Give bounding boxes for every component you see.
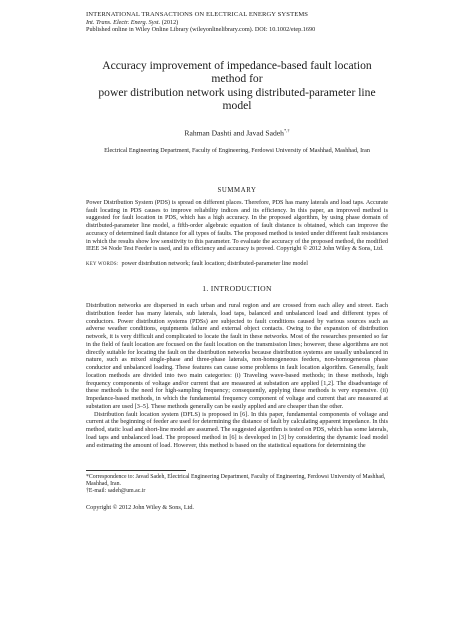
footnotes [86,474,388,495]
paragraph: Distribution networks are dispersed in each urban and rural region and are crossed from each alley and street. Each distribution feeder has many laterals, sub laterals, load taps, balanced and unbalanced load and different types of conductors. Power distribution systems (PDSs) are subjected to fault conditions caused by various sources such as adverse weather conditions, equipments failure and external object contacts. Owing to the expansion of distribution network, it is very difficult and complicated to locate the fault in these networks. Most of the researches presented so far in the field of fault location are focused on the fault location on the transmission lines; however, these algorithms are not directly suitable for locating the fault on the distribution networks because distribution systems are usually unbalanced in nature, such as mixed single-phase and three-phase laterals, non-homogeneous feeders, non-homogeneous phase conductor and unbalanced loading. These features can cause some problems in fault location algorithm. Generally, fault location methods are divided into two main categories: (i) Traveling wave-based methods; in these methods, high frequency components of voltage and/or current that are measured at substation are applied [1,2]. The disadvantage of these methods is the need for high-sampling frequency; consequently, applying these methods is very expensive. (ii) Impedance-based methods, in which the fundamental frequency component of voltage and current that are measured at substation are used [3–5]. These methods generally can be easily applied and are cheaper than the other. [86,302,388,410]
journal-citation [86,19,388,27]
abstract-text: Power Distribution System (PDS) is spread on different places. Therefore, PDS has many laterals and load taps. Accurate fault locating in PDS causes to improve reliability indices and its efficiency. In this paper, an improved method is suggested for fault location in PDS, which has a high accuracy. In the proposed algorithm, by using phase domain of distributed-parameter line model, a fifth-order algebraic equation of fault distance is obtained, which can improve the accuracy of determined fault distance for all types of faults. The proposed method is tested under different fault resistances in which the results show low sensitivity to this parameter. To evaluate the accuracy of the proposed method, the modified IEEE 34 Node Test Feeder is used, and its efficiency and accuracy is proved. Copyright © 2012 John Wiley & Sons, Ltd. [86,199,388,253]
section-body [86,302,388,449]
journal-header [86,11,388,34]
footnote-divider [86,470,186,471]
keywords-label: KEY WORDS: [86,262,119,268]
section-heading: 1. INTRODUCTION [202,284,272,294]
author-names: Rahman Dashti and Javad Sadeh [184,128,284,138]
affiliation: Electrical Engineering Department, Faculty of Engineering, Ferdowsi University of Mashhad, Mashhad, Iran [104,147,370,154]
authors [86,128,388,138]
paragraph: Distribution fault location system (DFLS) is proposed in [6]. In this paper, fundamental components of voltage and current at the beginning of feeder are used for determining the distance of fault by calculating apparent impedance. In this method, static load and short-line model are assumed. The suggested algorithm is tested on PDS, which has some laterals, load taps and unbalanced load. The proposed method in [6] is developed in [3] by considering the dynamic load model and estimating the amount of load. However, this method is based on the statistical equations for determining the [86,410,388,449]
author-marks: *,† [283,128,290,134]
journal-name: INTERNATIONAL TRANSACTIONS ON ELECTRICAL ENERGY SYSTEMS [86,11,309,18]
journal-abbrev: Int. Trans. Electr. Energ. Syst. [86,18,161,26]
summary-heading: SUMMARY [217,186,257,194]
keywords-text: power distribution network; fault location; distributed-parameter line model [121,261,308,268]
journal-year: (2012) [161,18,179,26]
journal-published: Published online in Wiley Online Library (wileyonlinelibrary.com). DOI: 10.1002/etep.1690 [86,26,316,34]
copyright-notice: Copyright © 2012 John Wiley & Sons, Ltd. [86,504,194,512]
paper-title [86,59,388,113]
footnote-email: †E-mail: sadeh@um.ac.ir [86,488,146,495]
footnote-correspondence: *Correspondence to: Javad Sadeh, Electrical Engineering Department, Faculty of Engineering, Ferdowsi University of Mashhad, Mashhad, Iran. [86,474,386,488]
title-line: Accuracy improvement of impedance-based fault location method for [102,58,372,86]
keywords [86,261,388,267]
title-line: power distribution network using distributed-parameter line model [98,85,376,112]
